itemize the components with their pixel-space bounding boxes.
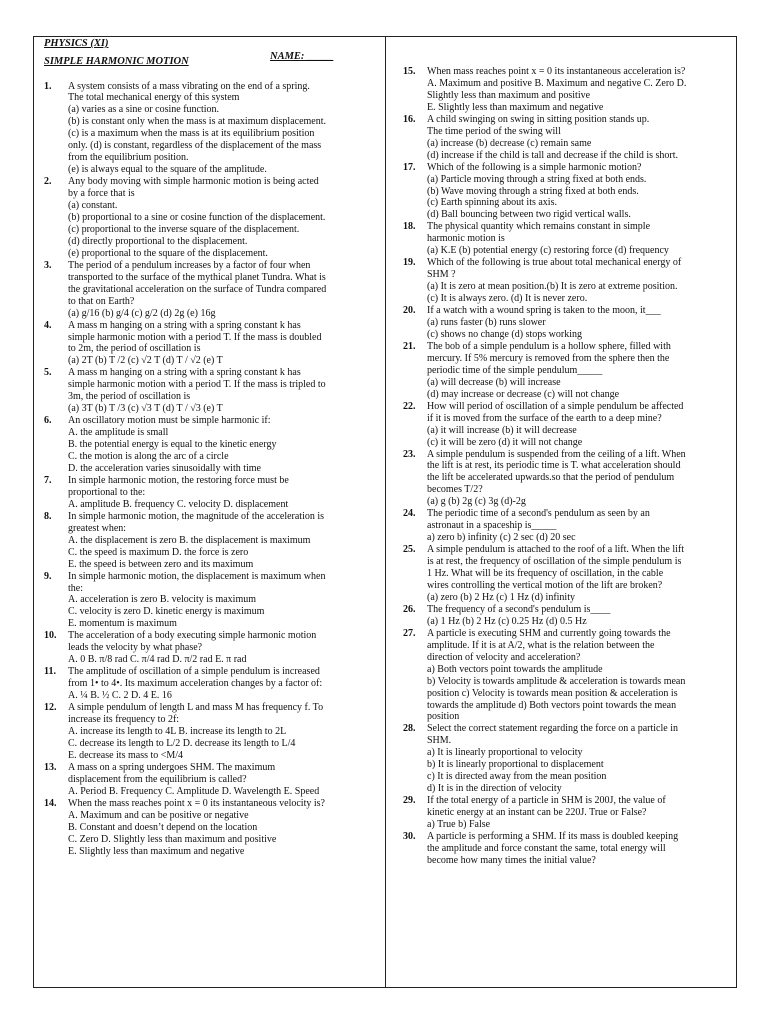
- question-number: 19.: [403, 257, 416, 269]
- question-item: [44, 630, 363, 666]
- question-item: [403, 114, 729, 162]
- question-text-line: 1 Hz. What will be its frequency of oscillation, in the cable: [427, 568, 664, 580]
- question-text-line: The acceleration of a body executing simple harmonic motion: [68, 630, 317, 642]
- question-number: 13.: [44, 761, 57, 773]
- question-text-line: amplitude. If it is at A/2, what is the relation between the: [427, 639, 655, 651]
- question-item: [44, 415, 363, 475]
- question-text-line: proportional to the:: [68, 486, 146, 498]
- question-text-line: In simple harmonic motion, the magnitude of the acceleration is: [68, 510, 325, 522]
- question-text-line: C. the speed is maximum D. the force is zero: [68, 546, 249, 558]
- question-text-line: if it is moved from the surface of the earth to a deep mine?: [427, 412, 662, 424]
- question-text-line: position c) Velocity is towards mean position & acceleration is: [427, 687, 678, 699]
- question-text-line: (a) g/16 (b) g/4 (c) g/2 (d) 2g (e) 16g: [68, 307, 216, 319]
- question-text-line: displacement from the equilibrium is called?: [68, 773, 247, 785]
- question-number: 20.: [403, 305, 416, 317]
- question-number: 25.: [403, 544, 416, 556]
- question-item: [403, 257, 729, 305]
- question-text-line: A. amplitude B. frequency C. velocity D. displacement: [68, 498, 289, 510]
- question-text-line: The periodic time of a second's pendulum as seen by an: [427, 508, 650, 520]
- question-text-line: (c) Earth spinning about its axis.: [427, 197, 557, 209]
- question-text-line: a) Both vectors point towards the amplitude: [427, 663, 603, 675]
- question-number: 7.: [44, 474, 52, 486]
- question-text-line: A. Period B. Frequency C. Amplitude D. Wavelength E. Speed: [68, 785, 320, 797]
- question-item: [44, 260, 363, 320]
- question-text-line: The total mechanical energy of this system: [68, 92, 240, 104]
- question-text-line: wires controlling the vertical motion of the lift are broken?: [427, 579, 663, 591]
- question-item: [403, 508, 729, 544]
- question-text-line: SHM.: [427, 735, 452, 747]
- question-number: 16.: [403, 113, 416, 125]
- question-text-line: the lift be accelerated upwards.so that the period of pendulum: [427, 472, 675, 484]
- question-text-line: (a) It is zero at mean position.(b) It is zero at extreme position.: [427, 281, 678, 293]
- question-number: 27.: [403, 627, 416, 639]
- question-number: 28.: [403, 723, 416, 735]
- question-text-line: D. the acceleration varies sinusoidally with time: [68, 463, 261, 474]
- question-text-line: by a force that is: [68, 188, 135, 200]
- question-number: 2.: [44, 176, 52, 188]
- question-text-line: become how many times the initial value?: [427, 854, 596, 866]
- question-text-line: direction of velocity and acceleration?: [427, 651, 581, 663]
- question-text-line: If the total energy of a particle in SHM is 200J, the value of: [427, 795, 666, 807]
- question-item: [403, 723, 729, 795]
- question-text-line: d) It is in the direction of velocity: [427, 783, 562, 795]
- topic-heading: SIMPLE HARMONIC MOTION: [44, 55, 189, 67]
- question-text-line: A. Maximum and can be positive or negative: [68, 809, 249, 821]
- question-text-line: E. the speed is between zero and its maximum: [68, 558, 254, 570]
- question-text-line: Any body moving with simple harmonic motion is being acted: [68, 176, 319, 188]
- question-item: [44, 702, 363, 762]
- question-item: [403, 544, 729, 604]
- question-text-line: (e) proportional to the square of the displacement.: [68, 247, 268, 259]
- question-text-line: A simple pendulum is attached to the roof of a lift. When the lift: [427, 544, 684, 556]
- question-text-line: (a) constant.: [68, 200, 118, 212]
- question-text-line: The frequency of a second's pendulum is____: [427, 603, 611, 615]
- question-text-line: from 1• to 4•. Its maximum acceleration changes by a factor of:: [68, 678, 323, 690]
- question-number: 26.: [403, 603, 416, 615]
- question-text-line: (a) increase (b) decrease (c) remain same: [427, 137, 592, 149]
- question-text-line: E. Slightly less than maximum and negative: [68, 845, 245, 857]
- question-number: 22.: [403, 400, 416, 412]
- question-text-line: C. the motion is along the arc of a circle: [68, 451, 229, 463]
- subject-heading: PHYSICS (XI): [44, 38, 109, 49]
- question-item: [403, 831, 729, 867]
- question-text-line: the amplitude and force constant the same, total energy will: [427, 842, 666, 854]
- question-text-line: An oscillatory motion must be simple harmonic if:: [68, 415, 271, 427]
- question-text-line: E. Slightly less than maximum and negative: [427, 101, 604, 113]
- question-text-line: (a) varies as a sine or cosine function.: [68, 104, 220, 116]
- question-text-line: 3m, the period of oscillation is: [68, 391, 191, 403]
- question-text-line: (c) It is always zero. (d) It is never zero.: [427, 293, 588, 305]
- question-item: [403, 221, 729, 257]
- question-text-line: (a) runs faster (b) runs slower: [427, 317, 546, 329]
- question-text-line: (b) is constant only when the mass is at maximum displacement.: [68, 116, 327, 128]
- question-item: [403, 162, 729, 222]
- question-text-line: A. 0 B. π/8 rad C. π/4 rad D. π/2 rad E. π rad: [68, 654, 247, 666]
- question-number: 11.: [44, 666, 56, 678]
- question-text-line: leads the velocity by what phase?: [68, 642, 203, 654]
- question-text-line: (a) g (b) 2g (c) 3g (d)-2g: [427, 496, 526, 508]
- question-number: 29.: [403, 795, 416, 807]
- question-number: 9.: [44, 570, 52, 582]
- question-item: [403, 305, 729, 341]
- question-text-line: Select the correct statement regarding the force on a particle in: [427, 723, 678, 735]
- question-number: 21.: [403, 340, 416, 352]
- question-number: 30.: [403, 831, 416, 842]
- question-text-line: kinetic energy at an instant can be 220J. True or False?: [427, 807, 647, 819]
- question-item: [403, 341, 729, 401]
- question-text-line: (c) it will be zero (d) it will not change: [427, 436, 583, 448]
- question-text-line: A. the amplitude is small: [68, 427, 169, 439]
- question-item: [403, 628, 729, 724]
- question-number: 14.: [44, 797, 57, 809]
- column-divider: [385, 36, 386, 988]
- question-number: 12.: [44, 702, 57, 714]
- question-text-line: (b) proportional to a sine or cosine function of the displacement.: [68, 211, 326, 223]
- question-text-line: C. velocity is zero D. kinetic energy is maximum: [68, 606, 265, 618]
- name-field-label: NAME: _____: [270, 50, 334, 62]
- question-item: [44, 511, 363, 571]
- question-number: 4.: [44, 319, 52, 331]
- question-number: 8.: [44, 510, 52, 522]
- question-text-line: A system consists of a mass vibrating on the end of a spring.: [68, 80, 310, 92]
- question-text-line: B. the potential energy is equal to the kinetic energy: [68, 439, 277, 451]
- question-text-line: the lift is at rest, its periodic time is T. what acceleration should: [427, 460, 681, 472]
- question-text-line: E. momentum is maximum: [68, 618, 177, 630]
- question-text-line: The bob of a simple pendulum is a hollow sphere, filled with: [427, 340, 671, 352]
- question-text-line: A. Maximum and positive B. Maximum and negative C. Zero D.: [427, 77, 687, 89]
- question-item: [403, 66, 729, 114]
- question-text-line: greatest when:: [68, 522, 127, 534]
- question-text-line: b) Velocity is towards amplitude & acceleration is towards mean: [427, 675, 686, 687]
- question-text-line: C. decrease its length to L/2 D. decrease its length to L/4: [68, 737, 296, 749]
- question-text-line: increase its frequency to 2f:: [68, 714, 180, 726]
- question-text-line: If a watch with a wound spring is taken to the moon, it___: [427, 305, 661, 317]
- question-text-line: (b) Wave moving through a string fixed at both ends.: [427, 185, 639, 197]
- question-text-line: (c) is a maximum when the mass is at its equilibrium position: [68, 128, 315, 140]
- question-number: 18.: [403, 221, 416, 233]
- question-text-line: E. decrease its mass to <M/4: [68, 749, 184, 761]
- question-text-line: B. Constant and doesn’t depend on the location: [68, 821, 258, 833]
- question-item: [403, 604, 729, 628]
- question-item: [403, 795, 729, 831]
- question-text-line: A simple pendulum of length L and mass M has frequency f. To: [68, 702, 324, 714]
- question-number: 5.: [44, 367, 52, 379]
- question-text-line: C. Zero D. Slightly less than maximum and positive: [68, 833, 277, 845]
- question-text-line: (a) 1 Hz (b) 2 Hz (c) 0.25 Hz (d) 0.5 Hz: [427, 615, 587, 627]
- question-text-line: simple harmonic motion with a period T. If the mass is tripled to: [68, 379, 326, 391]
- question-text-line: SHM ?: [427, 269, 456, 281]
- left-column: [44, 38, 363, 857]
- question-item: [44, 367, 363, 415]
- question-text-line: transported to the surface of the mythical planet Tundra. What is: [68, 271, 326, 283]
- question-item: [44, 176, 363, 260]
- question-list-right: [403, 66, 729, 867]
- question-text-line: The physical quantity which remains constant in simple: [427, 221, 651, 233]
- question-item: [44, 571, 363, 631]
- question-item: [403, 401, 729, 449]
- question-number: 23.: [403, 448, 416, 460]
- question-text-line: Slightly less than maximum and positive: [427, 89, 591, 101]
- question-text-line: In simple harmonic motion, the displacement is maximum when: [68, 570, 326, 582]
- question-text-line: mercury. If 5% mercury is removed from the sphere then the: [427, 352, 670, 364]
- question-text-line: (a) 2T (b) T /2 (c) √2 T (d) T / √2 (e) T: [68, 355, 223, 367]
- question-text-line: a) True b) False: [427, 819, 491, 831]
- question-text-line: harmonic motion is: [427, 233, 505, 245]
- question-item: [44, 798, 363, 858]
- question-text-line: The period of a pendulum increases by a factor of four when: [68, 259, 311, 271]
- question-number: 6.: [44, 415, 52, 427]
- question-number: 3.: [44, 259, 52, 271]
- question-text-line: only. (d) is constant, regardless of the displacement of the mass: [68, 140, 322, 152]
- question-text-line: position: [427, 711, 460, 723]
- question-text-line: (a) will decrease (b) will increase: [427, 376, 561, 388]
- question-item: [44, 81, 363, 177]
- question-text-line: a) zero b) infinity (c) 2 sec (d) 20 sec: [427, 532, 576, 544]
- question-text-line: becomes T/2?: [427, 484, 483, 496]
- question-text-line: A. increase its length to 4L B. increase its length to 2L: [68, 725, 287, 737]
- question-text-line: A mass m hanging on a string with a spring constant k has: [68, 367, 301, 379]
- question-text-line: A. the displacement is zero B. the displacement is maximum: [68, 534, 311, 546]
- question-text-line: A. acceleration is zero B. velocity is maximum: [68, 594, 256, 606]
- question-number: 24.: [403, 508, 416, 520]
- question-text-line: c) It is directed away from the mean position: [427, 771, 607, 783]
- question-item: [44, 666, 363, 702]
- question-text-line: The time period of the swing will: [427, 125, 561, 137]
- question-list-left: [44, 81, 363, 858]
- header-row: [44, 50, 363, 67]
- question-item: [44, 762, 363, 798]
- question-text-line: a) It is linearly proportional to velocity: [427, 747, 583, 759]
- question-number: 15.: [403, 66, 416, 77]
- question-text-line: (a) it will increase (b) it will decrease: [427, 424, 577, 436]
- question-text-line: A simple pendulum is suspended from the ceiling of a lift. When: [427, 448, 686, 460]
- question-number: 17.: [403, 161, 416, 173]
- question-text-line: (d) increase if the child is tall and decrease if the child is short.: [427, 149, 679, 161]
- question-number: 1.: [44, 80, 52, 92]
- question-text-line: (a) Particle moving through a string fixed at both ends.: [427, 173, 647, 185]
- question-text-line: (a) 3T (b) T /3 (c) √3 T (d) T / √3 (e) T: [68, 403, 223, 415]
- question-text-line: b) It is linearly proportional to displacement: [427, 759, 604, 771]
- question-text-line: A particle is performing a SHM. If its mass is doubled keeping: [427, 831, 679, 842]
- question-text-line: simple harmonic motion with a period T. If the mass is doubled: [68, 331, 322, 343]
- question-text-line: (d) directly proportional to the displacement.: [68, 235, 248, 247]
- right-column: [403, 66, 729, 867]
- question-number: 10.: [44, 630, 57, 642]
- question-text-line: Which of the following is a simple harmonic motion?: [427, 161, 642, 173]
- question-item: [44, 475, 363, 511]
- question-text-line: the:: [68, 582, 83, 594]
- question-text-line: (d) Ball bouncing between two rigid vertical walls.: [427, 209, 631, 221]
- question-text-line: (a) K.E (b) potential energy (c) restoring force (d) frequency: [427, 245, 669, 257]
- question-text-line: A mass on a spring undergoes SHM. The maximum: [68, 761, 276, 773]
- question-text-line: How will period of oscillation of a simple pendulum be affected: [427, 400, 684, 412]
- question-text-line: The amplitude of oscillation of a simple pendulum is increased: [68, 666, 320, 678]
- question-text-line: A child swinging on swing in sitting position stands up.: [427, 113, 650, 125]
- question-text-line: to that on Earth?: [68, 295, 135, 307]
- question-text-line: (d) may increase or decrease (c) will not change: [427, 388, 620, 400]
- question-text-line: Which of the following is true about total mechanical energy of: [427, 257, 682, 269]
- question-item: [403, 449, 729, 509]
- question-text-line: to 2m, the period of oscillation is: [68, 343, 201, 355]
- question-text-line: towards the amplitude d) Both vectors point towards the mean: [427, 699, 677, 711]
- question-text-line: A mass m hanging on a string with a spring constant k has: [68, 319, 301, 331]
- question-text-line: (a) zero (b) 2 Hz (c) 1 Hz (d) infinity: [427, 591, 575, 603]
- question-text-line: When mass reaches point x = 0 its instantaneous acceleration is?: [427, 66, 686, 77]
- question-text-line: A particle is executing SHM and currently going towards the: [427, 627, 671, 639]
- question-text-line: periodic time of the simple pendulum_____: [427, 364, 603, 376]
- question-text-line: In simple harmonic motion, the restoring force must be: [68, 474, 289, 486]
- question-text-line: is at rest, the frequency of oscillation of the simple pendulum is: [427, 556, 682, 568]
- question-text-line: (c) proportional to the inverse square of the displacement.: [68, 223, 300, 235]
- question-text-line: A. ¼ B. ½ C. 2 D. 4 E. 16: [68, 690, 172, 702]
- question-text-line: (e) is always equal to the square of the amplitude.: [68, 164, 267, 176]
- question-text-line: the gravitational acceleration on the surface of Tundra compared: [68, 283, 327, 295]
- question-item: [44, 320, 363, 368]
- question-text-line: from the equilibrium position.: [68, 152, 189, 164]
- question-text-line: When the mass reaches point x = 0 its instantaneous velocity is?: [68, 797, 325, 809]
- question-text-line: astronaut in a spaceship is_____: [427, 520, 557, 532]
- question-text-line: (c) shows no change (d) stops working: [427, 328, 582, 340]
